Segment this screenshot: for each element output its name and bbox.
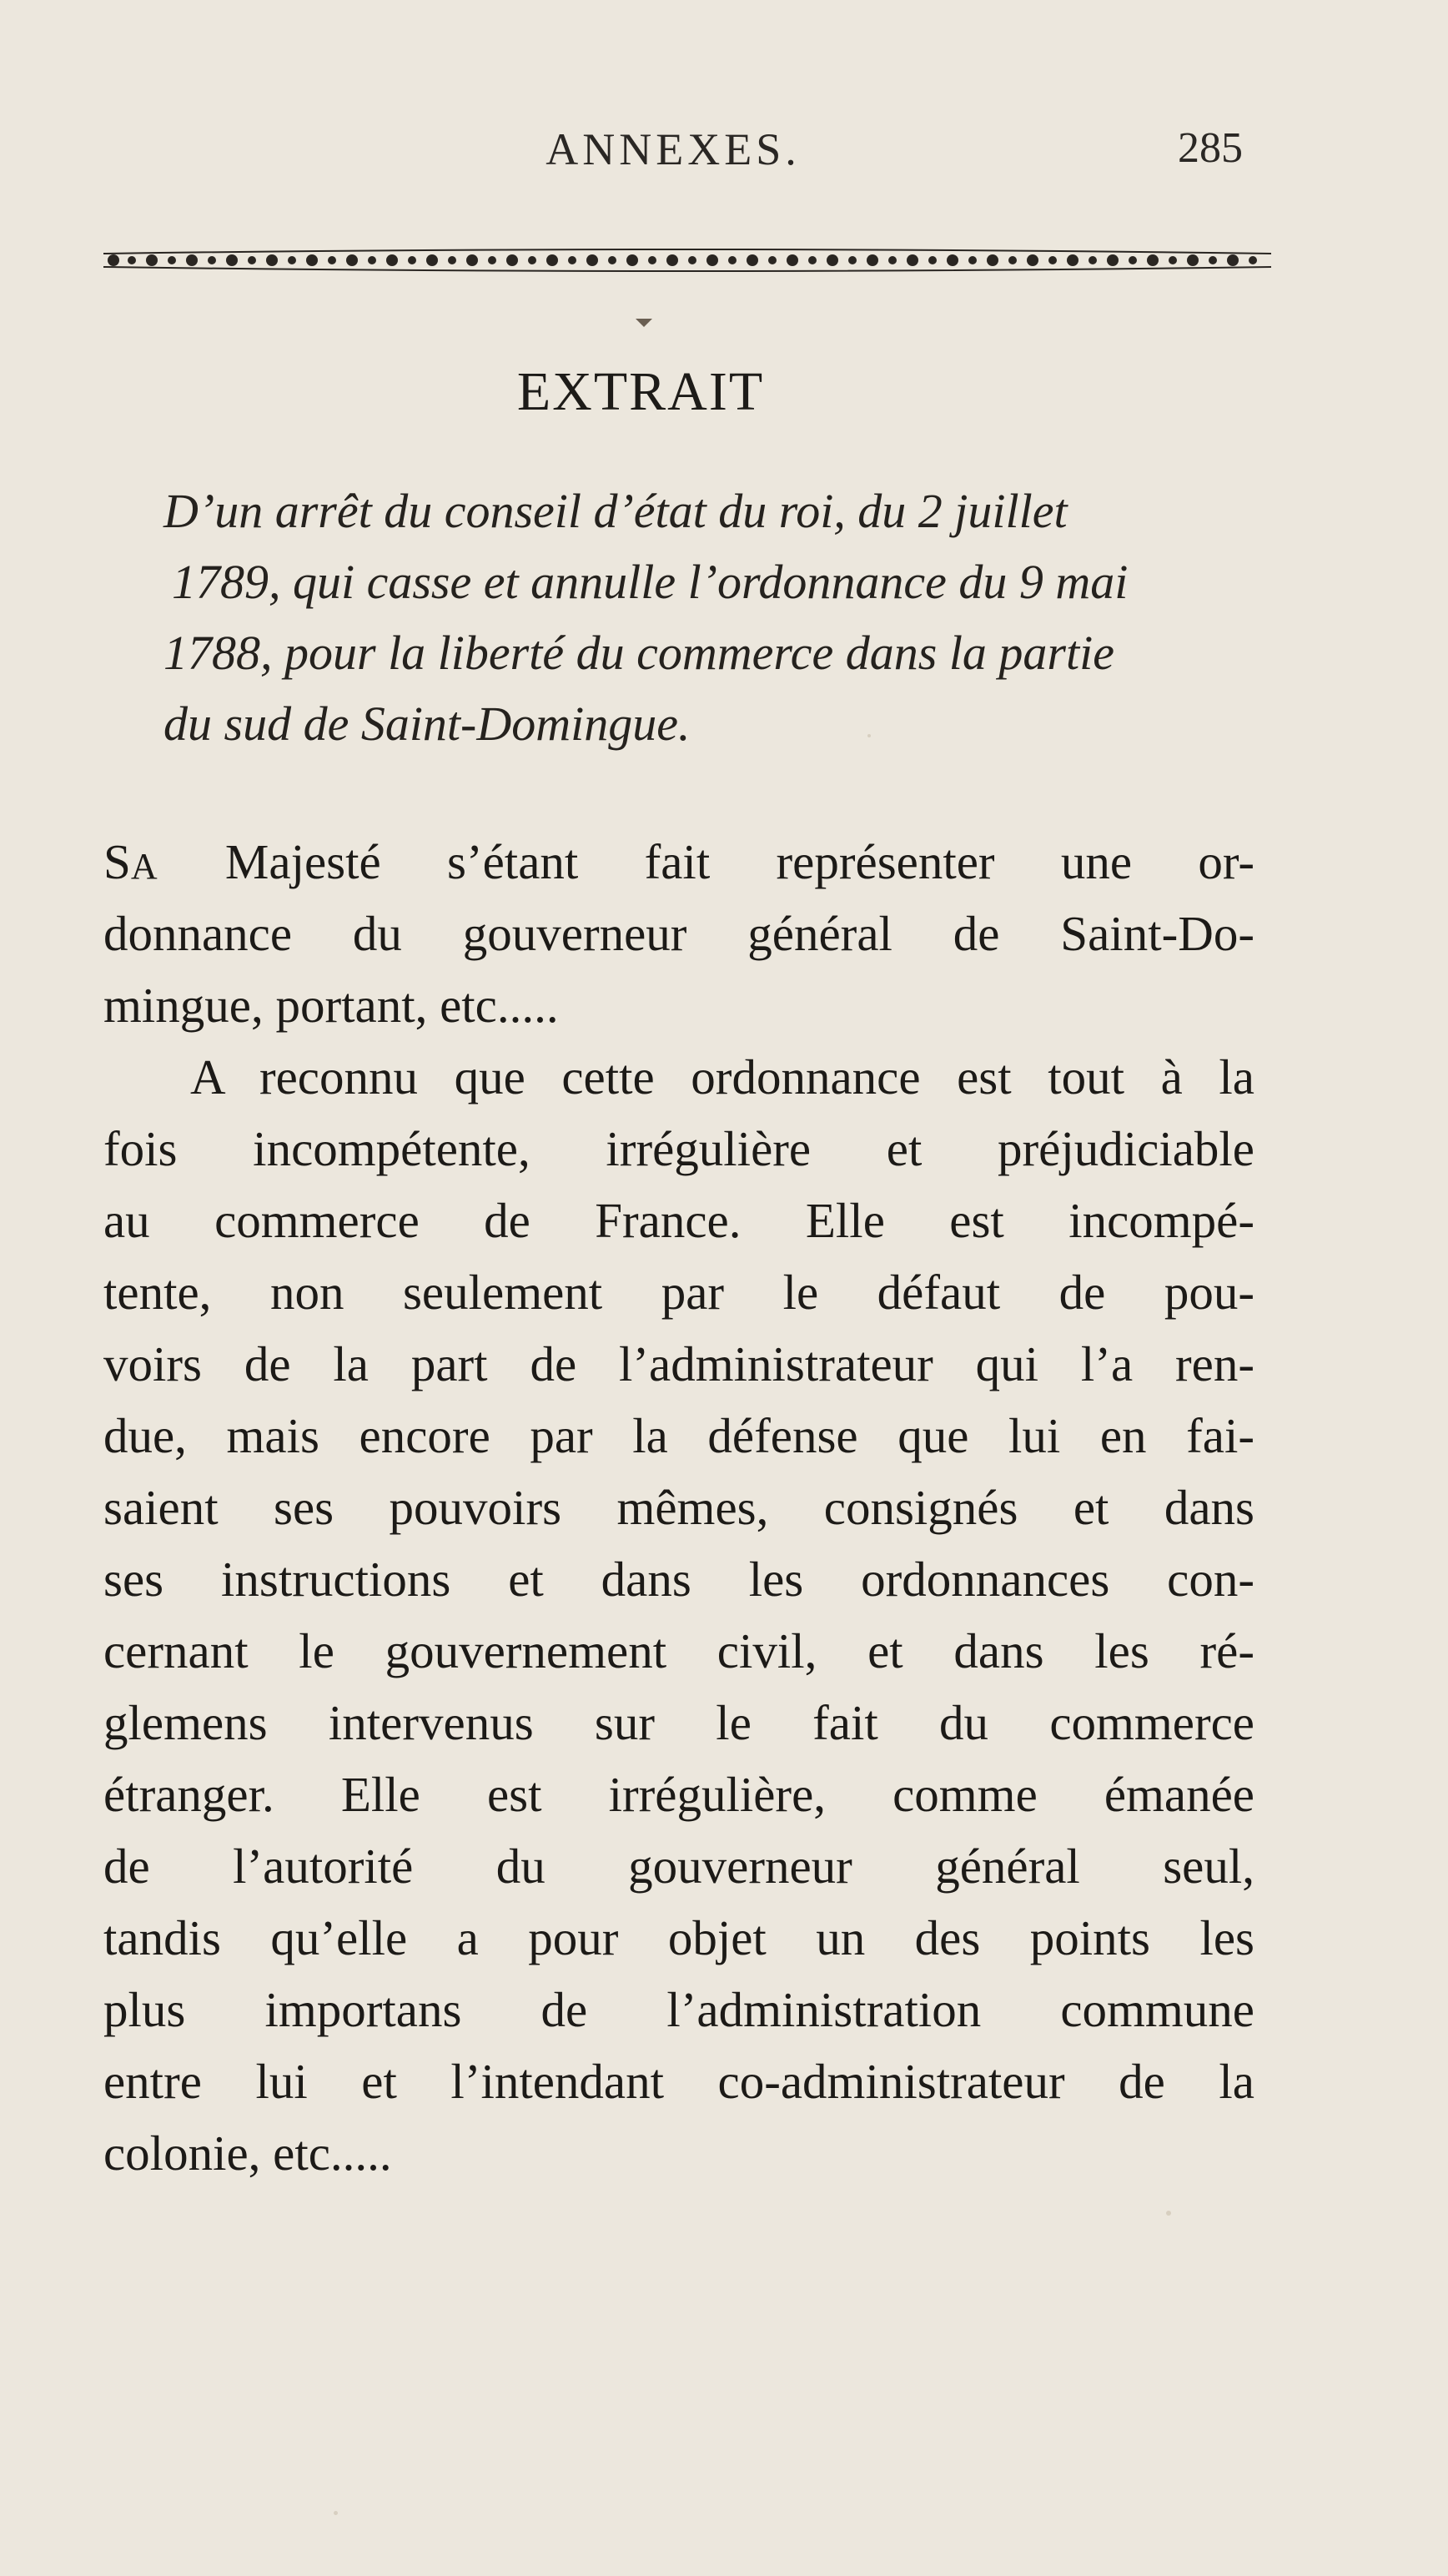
subtitle-line: D’un arrêt du conseil d’état du roi, du 2 juillet [163, 484, 1068, 538]
text-line: au commerce de France. Elle est incompé- [103, 1193, 1254, 1248]
page-number: 285 [1178, 124, 1243, 172]
paper-speck [867, 734, 871, 737]
text-line [103, 826, 1254, 898]
paper-speck [334, 2511, 338, 2515]
subtitle-line: 1788, pour la liberté du commerce dans la partie [163, 626, 1114, 680]
text-line: mingue, portant, etc..... [103, 978, 559, 1033]
text-line: voirs de la part de l’administrateur qui l’a ren- [103, 1336, 1254, 1391]
text-line: glemens intervenus sur le fait du commerce [103, 1695, 1254, 1750]
subtitle-line: du sud de Saint-Domingue. [163, 697, 691, 751]
lead-letter: S [103, 834, 131, 889]
text-line: étranger. Elle est irrégulière, comme émanée [103, 1767, 1254, 1822]
text-line: colonie, etc..... [103, 2126, 392, 2181]
lead-rest: Majesté s’étant fait représenter une or- [158, 834, 1254, 889]
section-heading: EXTRAIT [516, 361, 765, 422]
text-line: tandis qu’elle a pour objet un des points les [103, 1910, 1254, 1965]
text-line: A reconnu que cette ordonnance est tout à la [190, 1049, 1254, 1104]
running-head-title: ANNEXES. [546, 124, 801, 174]
lead-smallcap: A [130, 846, 159, 887]
text-line: ses instructions et dans les ordonnances con- [103, 1552, 1254, 1607]
text-line: plus importans de l’administration commune [103, 1982, 1254, 2037]
text-line: entre lui et l’intendant co-administrateur de la [103, 2054, 1254, 2109]
text-line: due, mais encore par la défense que lui en fai- [103, 1408, 1254, 1463]
text-line: fois incompétente, irrégulière et préjudiciable [103, 1121, 1254, 1176]
body-text [103, 826, 1254, 2189]
text-line: tente, non seulement par le défaut de pou- [103, 1265, 1254, 1320]
text-line: cernant le gouvernement civil, et dans les ré- [103, 1623, 1254, 1678]
decorative-ornament-rule [103, 245, 1271, 275]
text-line: donnance du gouverneur général de Saint-Do- [103, 906, 1254, 961]
ornament-fleuron-icon [634, 315, 654, 329]
running-head [103, 123, 1243, 182]
text-line: de l’autorité du gouverneur général seul, [103, 1839, 1254, 1894]
text-line: saient ses pouvoirs mêmes, consignés et dans [103, 1480, 1254, 1535]
paper-speck [1166, 2211, 1171, 2216]
decree-subtitle [163, 475, 1273, 759]
subtitle-line: 1789, qui casse et annulle l’ordonnance du 9 mai [172, 555, 1129, 609]
